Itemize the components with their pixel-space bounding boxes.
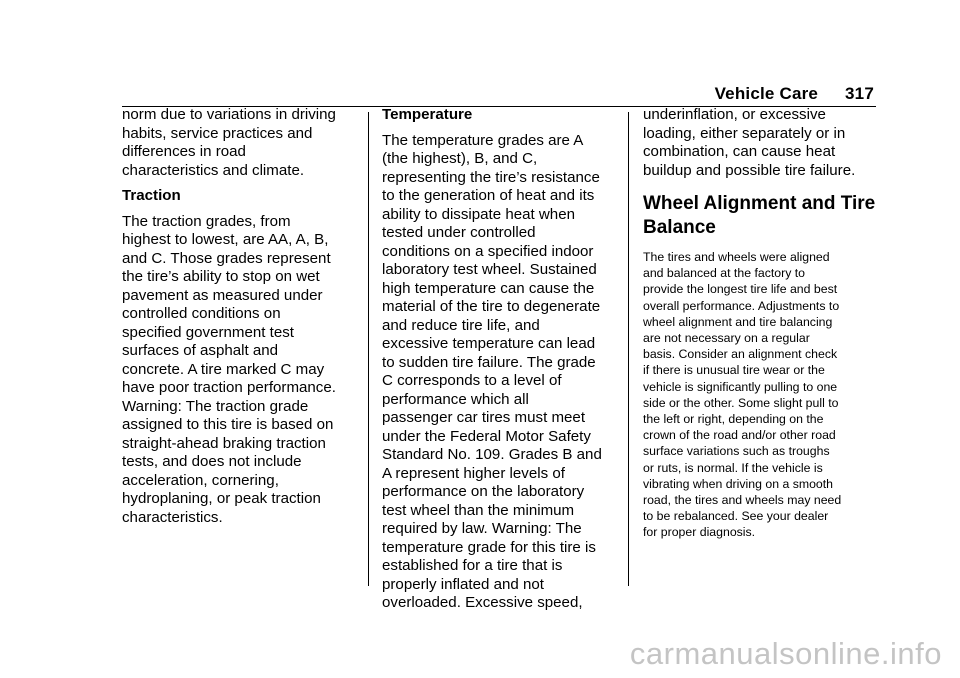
page-header bbox=[715, 84, 874, 104]
text-column-1 bbox=[122, 106, 354, 527]
section-title: Vehicle Care bbox=[714, 84, 819, 103]
wheel-alignment-heading: Wheel Alignment and Tire Balance bbox=[643, 193, 876, 238]
text-column-3 bbox=[643, 106, 878, 541]
paragraph: norm due to variations in driving habits, service practices and differences in road characteristics and climate. bbox=[122, 106, 336, 179]
paragraph: The tires and wheels were aligned and balanced at the factory to provide the longest tire life and best overall performance. Adjustments to wheel alignment and tire balancing are not necessary on a regular basis. Consider an alignment check if there is unusual tire wear or the vehicle is significantly pulling to one side or the other. Some slight pull to the left or right, depending on the crown of the road and/or other road surface variations such as troughs or ruts, is normal. If the vehicle is vibrating when driving on a smooth road, the tires and wheels may need to be rebalanced. See your dealer for proper diagnosis. bbox=[643, 250, 842, 540]
column-divider bbox=[628, 112, 629, 586]
paragraph: The temperature grades are A (the highest), B, and C, representing the tire’s resistance to the generation of heat and its ability to dissipate heat when tested under controlled conditions on a specified indoor laboratory test wheel. Sustained high temperature can cause the material of the tire to degenerate and reduce tire life, and excessive temperature can lead to sudden tire failure. The grade C corresponds to a level of performance which all passenger car tires must meet under the Federal Motor Safety Standard No. 109. Grades B and A represent higher levels of performance on the laboratory test wheel than the minimum required by law. Warning: The temperature grade for this tire is established for a tire that is properly inflated and not overloaded. Excessive speed, bbox=[382, 131, 602, 611]
paragraph: The traction grades, from highest to lowest, are AA, A, B, and C. Those grades represent the tire’s ability to stop on wet pavement as measured under controlled conditions on specified government test surfaces of asphalt and concrete. A tire marked C may have poor traction performance. Warning: The traction grade assigned to this tire is based on straight-ahead braking traction tests, and does not include acceleration, cornering, hydroplaning, or peak traction characteristics. bbox=[122, 212, 336, 526]
traction-heading: Traction bbox=[122, 187, 181, 204]
temperature-heading: Temperature bbox=[382, 106, 473, 123]
text-column-2 bbox=[382, 106, 618, 613]
page-number: 317 bbox=[845, 84, 874, 103]
column-divider bbox=[368, 112, 369, 586]
watermark: carmanualsonline.info bbox=[629, 636, 942, 671]
paragraph: underinflation, or excessive loading, either separately or in combination, can cause heat buildup and possible tire failure. bbox=[643, 106, 856, 179]
